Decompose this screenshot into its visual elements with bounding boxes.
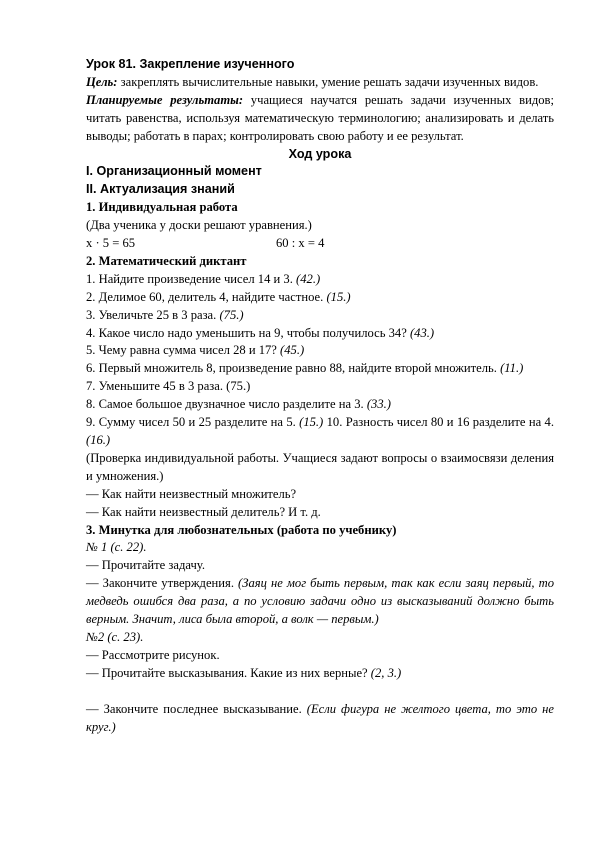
results-text: учащиеся научатся решать задачи изученных видов; читать равенства, используя математическую терминологию; анализировать и делать выводы; работать в парах; контролировать свою работу и ее результат.	[86, 92, 554, 143]
dictation-item	[86, 396, 554, 414]
dictation-item	[86, 289, 554, 307]
task2-question-text: — Прочитайте высказывания. Какие из них верные?	[86, 665, 371, 680]
results-label: Планируемые результаты:	[86, 92, 244, 107]
dictation-item-9-text: 9. Сумму чисел 50 и 25 разделите на 5.	[86, 415, 300, 430]
section-knowledge-update: II. Актуализация знаний	[86, 182, 235, 197]
dictation-item-text: 4. Какое число надо уменьшить на 9, чтобы получилось 34?	[86, 325, 410, 340]
task1-statement-answer: (Заяц не мог быть первым, так как если заяц первый, то медведь ошибся два раза, а по условию задачи одно из высказываний должно быть верным. Значит, лиса была второй, а волк — первым.)	[86, 576, 554, 627]
course-heading: Ход урока	[288, 146, 352, 161]
dictation-item	[86, 307, 554, 325]
dictation-item-answer: (42.)	[296, 271, 321, 286]
task2-reference: №2 (с. 23).	[86, 629, 144, 644]
question-line: — Как найти неизвестный делитель? И т. д.	[86, 504, 321, 519]
dictation-heading: 2. Математический диктант	[86, 253, 247, 268]
individual-work-heading: 1. Индивидуальная работа	[86, 200, 238, 215]
dictation-item	[86, 360, 554, 378]
dictation-item-text: 6. Первый множитель 8, произведение равно 88, найдите второй множитель.	[86, 361, 501, 376]
question-line: — Как найти неизвестный множитель?	[86, 486, 297, 501]
dictation-items-9-10	[86, 414, 554, 450]
task2-final-answer: (Если фигура не желтого цвета, то это не круг.)	[86, 701, 554, 734]
dictation-item-answer: (33.)	[366, 397, 391, 412]
goal-label: Цель:	[86, 74, 118, 89]
goal-paragraph	[86, 74, 554, 92]
dictation-item-9-answer: (15.)	[299, 415, 324, 430]
dictation-item-text: 8. Самое большое двузначное число разделите на 3.	[86, 397, 367, 412]
blank-line	[86, 683, 554, 701]
dictation-item-answer: (75.)	[219, 307, 244, 322]
dictation-item-10-answer: (16.)	[86, 433, 111, 448]
dictation-item-text: 2. Делимое 60, делитель 4, найдите частное.	[86, 289, 327, 304]
dictation-item	[86, 342, 554, 360]
task1-line: — Прочитайте задачу.	[86, 558, 205, 573]
dictation-item-10-text: 10. Разность чисел 80 и 16 разделите на 4.	[323, 415, 554, 430]
lesson-title: Урок 81. Закрепление изученного	[86, 57, 295, 71]
task2-question	[86, 665, 554, 683]
equation-1: x · 5 = 65	[86, 236, 136, 251]
task2-line: — Рассмотрите рисунок.	[86, 647, 220, 662]
dictation-item	[86, 378, 554, 396]
individual-work-note: (Два ученика у доски решают уравнения.)	[86, 218, 312, 233]
task2-final-text: — Закончите последнее высказывание.	[86, 701, 307, 716]
dictation-item-answer: (43.)	[409, 325, 435, 340]
task1-statement-text: — Закончите утверждения.	[86, 576, 239, 591]
dictation-item-answer: (11.)	[500, 361, 524, 376]
dictation-item-text: 7. Уменьшите 45 в 3 раза. (75.)	[86, 379, 251, 394]
task1-reference: № 1 (с. 22).	[86, 540, 147, 555]
minute-heading: 3. Минутка для любознательных (работа по учебнику)	[86, 522, 397, 537]
dictation-item-text: 1. Найдите произведение чисел 14 и 3.	[86, 271, 297, 286]
dictation-item-answer: (15.)	[326, 289, 351, 304]
check-note: (Проверка индивидуальной работы. Учащиеся задают вопросы о взаимосвязи деления и умножения.)	[86, 450, 554, 483]
task2-final	[86, 701, 554, 737]
dictation-item	[86, 271, 554, 289]
task1-statement	[86, 575, 554, 629]
lesson-page	[86, 56, 554, 736]
goal-text: закреплять вычислительные навыки, умение решать задачи изученных видов.	[117, 74, 539, 89]
equation-2: 60 : x = 4	[276, 236, 325, 251]
dictation-item-answer: (45.)	[280, 343, 305, 358]
task2-question-answer: (2, 3.)	[370, 665, 402, 680]
results-paragraph	[86, 92, 554, 146]
dictation-item-text: 5. Чему равна сумма чисел 28 и 17?	[86, 343, 281, 358]
section-org-moment: I. Организационный момент	[86, 164, 262, 179]
equations-row	[86, 235, 554, 253]
dictation-item-text: 3. Увеличьте 25 в 3 раза.	[86, 307, 220, 322]
dictation-item	[86, 325, 554, 343]
